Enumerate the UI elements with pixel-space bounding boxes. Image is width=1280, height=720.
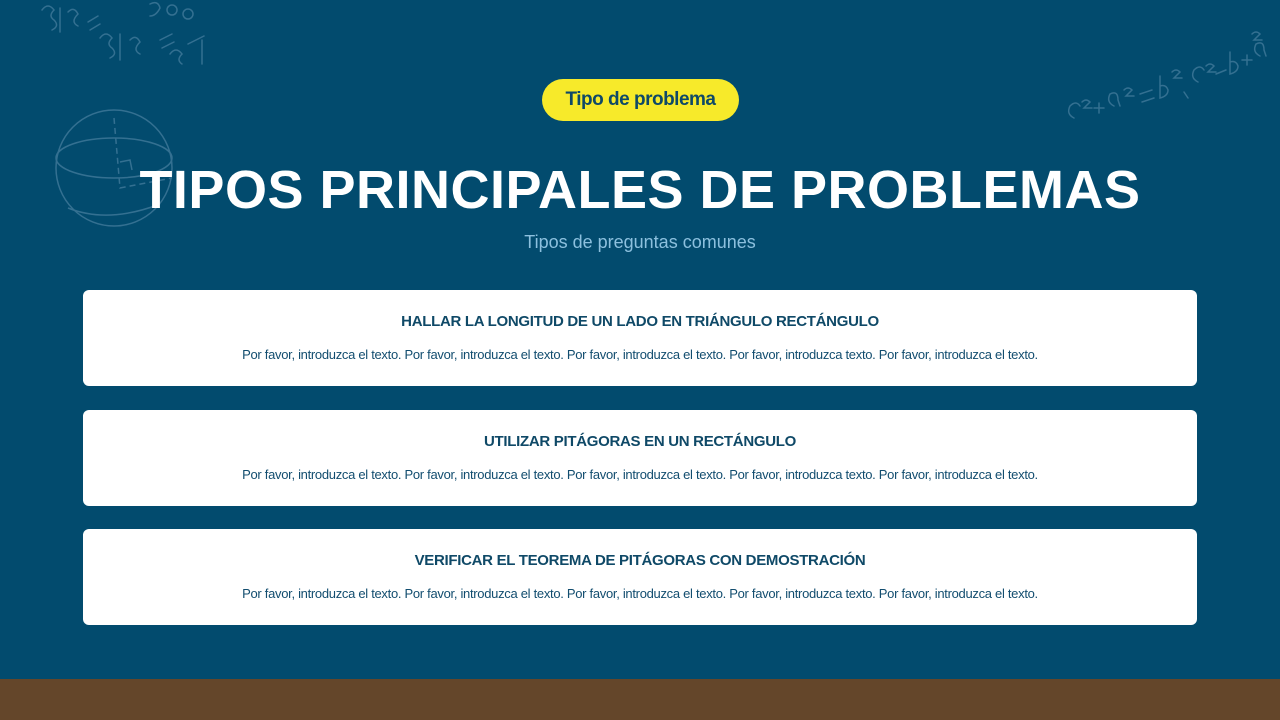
problem-card-3: [83, 529, 1197, 625]
formula-doodle-icon: [1060, 10, 1270, 140]
card-title: VERIFICAR EL TEOREMA DE PITÁGORAS CON DEMOSTRACIÓN: [414, 552, 866, 569]
card-text: Por favor, introduzca el texto. Por favor, introduzca el texto. Por favor, introduzca el texto. Por favor, introduzca texto. Por favor, introduzca el texto.: [242, 467, 1038, 482]
problem-card-1: [83, 290, 1197, 386]
chalkboard-ledge: [0, 679, 1280, 720]
card-text: Por favor, introduzca el texto. Por favor, introduzca el texto. Por favor, introduzca el texto. Por favor, introduzca texto. Por favor, introduzca el texto.: [242, 347, 1038, 362]
page-title: TIPOS PRINCIPALES DE PROBLEMAS: [139, 160, 1141, 220]
card-text: Por favor, introduzca el texto. Por favor, introduzca el texto. Por favor, introduzca el texto. Por favor, introduzca texto. Por favor, introduzca el texto.: [242, 586, 1038, 601]
problem-type-badge: [542, 79, 739, 121]
card-title: UTILIZAR PITÁGORAS EN UN RECTÁNGULO: [484, 433, 796, 450]
problem-card-2: [83, 410, 1197, 506]
card-title: HALLAR LA LONGITUD DE UN LADO EN TRIÁNGULO RECTÁNGULO: [401, 313, 879, 330]
fraction-doodle-icon: [30, 0, 220, 80]
page-subtitle: Tipos de preguntas comunes: [524, 232, 756, 252]
badge-label: Tipo de problema: [565, 89, 716, 110]
